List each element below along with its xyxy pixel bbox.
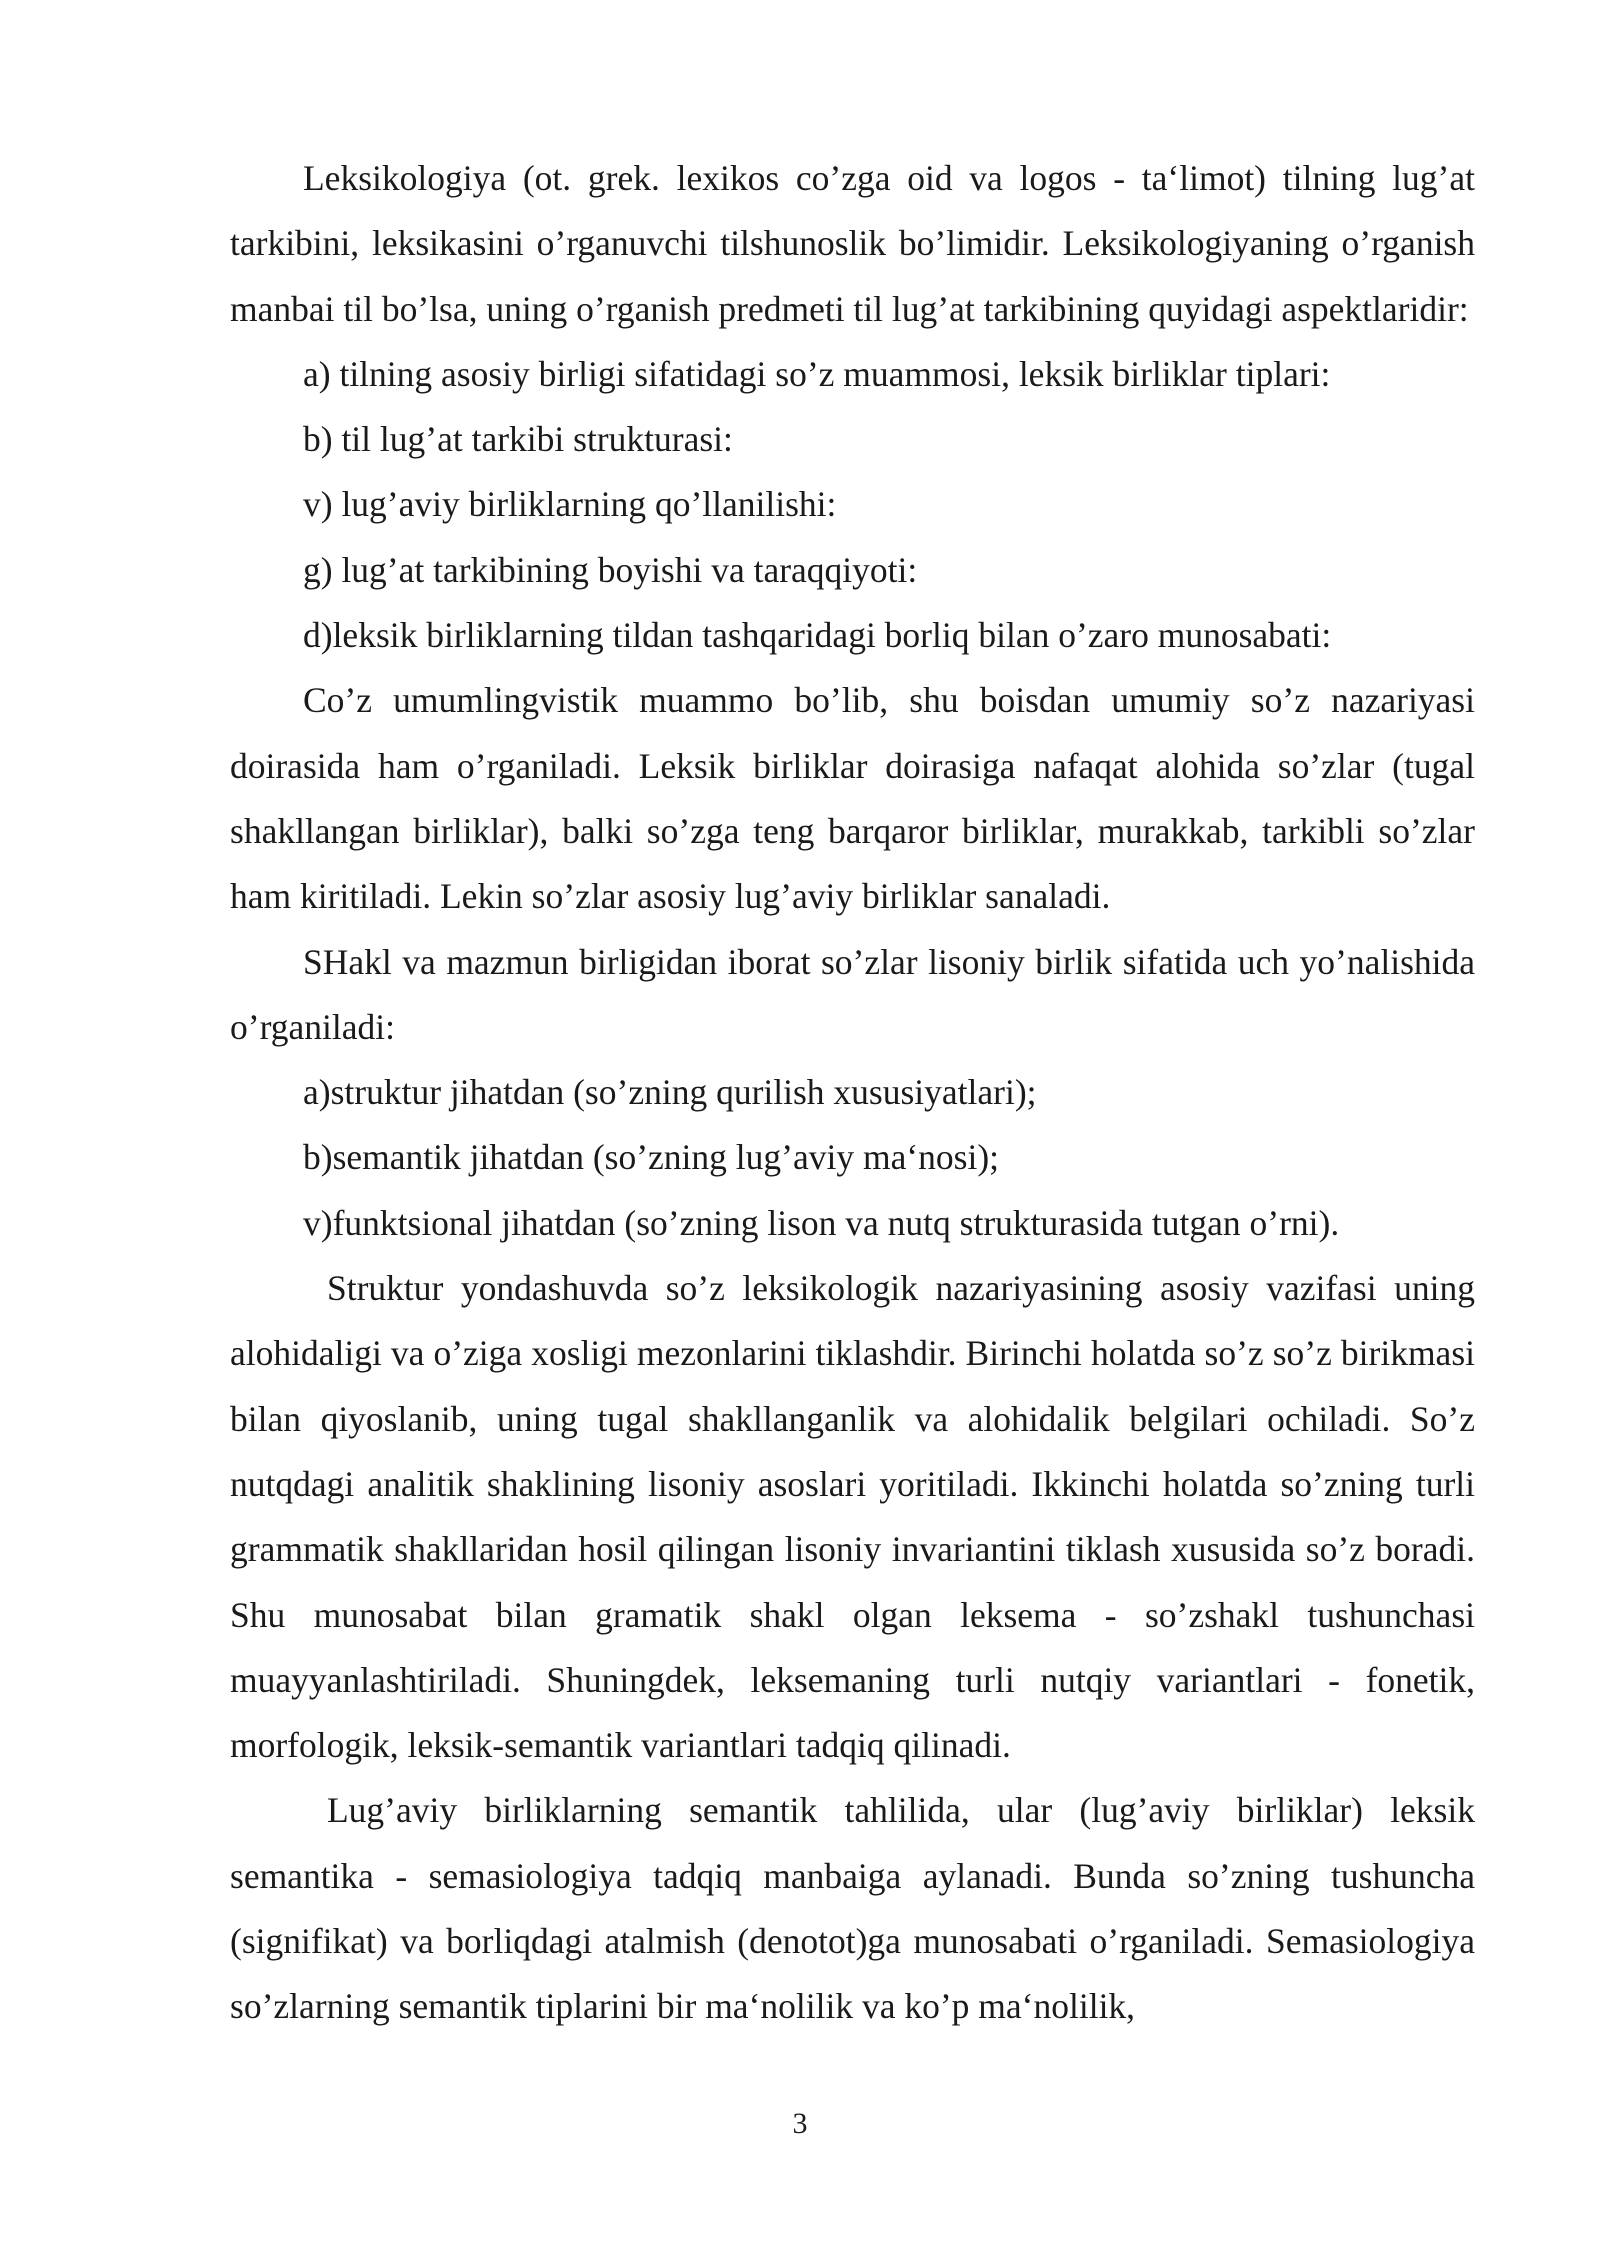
list-item: v)funktsional jihatdan (so’zning lison va nutq strukturasida tutgan o’rni). (303, 1202, 1340, 1243)
list-item: d)leksik birliklarning tildan tashqaridagi borliq bilan o’zaro munosabati: (303, 615, 1332, 656)
aspects-list (230, 342, 1475, 668)
list-item: g) lug’at tarkibining boyishi va taraqqiyoti: (303, 549, 918, 590)
directions-list (230, 1060, 1475, 1256)
list-item: a) tilning asosiy birligi sifatidagi so’z muammosi, leksik birliklar tiplari: (303, 353, 1331, 394)
list-item: b)semantik jihatdan (so’zning lug’aviy ma‘nosi); (303, 1137, 1000, 1178)
paragraph-form-content: SHakl va mazmun birligidan iborat so’zlar lisoniy birlik sifatida uch yo’nalishida o’rganiladi: (230, 941, 1475, 1047)
list-item: b) til lug’at tarkibi strukturasi: (303, 419, 733, 460)
paragraph-semantic-analysis: Lug’aviy birliklarning semantik tahlilida, ular (lug’aviy birliklar) leksik semantika - semasiologiya tadqiq manbaiga aylanadi. Bunda so’zning tushuncha (signifikat) va borliqdagi atalmish (denotot)ga munosabati o’rganiladi. Semasiologiya so’zlarning semantik tiplarini bir ma‘nolilik va ko’p ma‘nolilik, (230, 1790, 1475, 2027)
list-item: v) lug’aviy birliklarning qo’llanilishi: (303, 484, 837, 525)
paragraph-intro: Leksikologiya (ot. grek. lexikos co’zga oid va logos - ta‘limot) tilning lug’at tarkibini, leksikasini o’rganuvchi tilshunoslik bo’limidir. Leksikologiyaning o’rganish manbai til bo’lsa, uning o’rganish predmeti til lug’at tarkibining quyidagi aspektlaridir: (230, 158, 1475, 329)
paragraph-word-problem: Co’z umumlingvistik muammo bo’lib, shu boisdan umumiy so’z nazariyasi doirasida ham o’rganiladi. Leksik birliklar doirasiga nafaqat alohida so’zlar (tugal shakllangan birliklar), balki so’zga teng barqaror birliklar, murakkab, tarkibli so’zlar ham kiritiladi. Lekin so’zlar asosiy lug’aviy birliklar sanaladi. (230, 680, 1475, 917)
document-body (230, 146, 1475, 2040)
page-number: 3 (792, 2107, 808, 2140)
list-item: a)struktur jihatdan (so’zning qurilish xususiyatlari); (303, 1072, 1037, 1113)
paragraph-structural-approach: Struktur yondashuvda so’z leksikologik nazariyasining asosiy vazifasi uning alohidaligi va o’ziga xosligi mezonlarini tiklashdir. Birinchi holatda so’z so’z birikmasi bilan qiyoslanib, uning tugal shakllanganlik va alohidalik belgilari ochiladi. So’z nutqdagi analitik shaklining lisoniy asoslari yoritiladi. Ikkinchi holatda so’zning turli grammatik shakllaridan hosil qilingan lisoniy invariantini tiklash xususida so’z boradi. Shu munosabat bilan gramatik shakl olgan leksema - so’zshakl tushunchasi muayyanlashtiriladi. Shuningdek, leksemaning turli nutqiy variantlari - fonetik, morfologik, leksik-semantik variantlari tadqiq qilinadi. (230, 1268, 1475, 1766)
